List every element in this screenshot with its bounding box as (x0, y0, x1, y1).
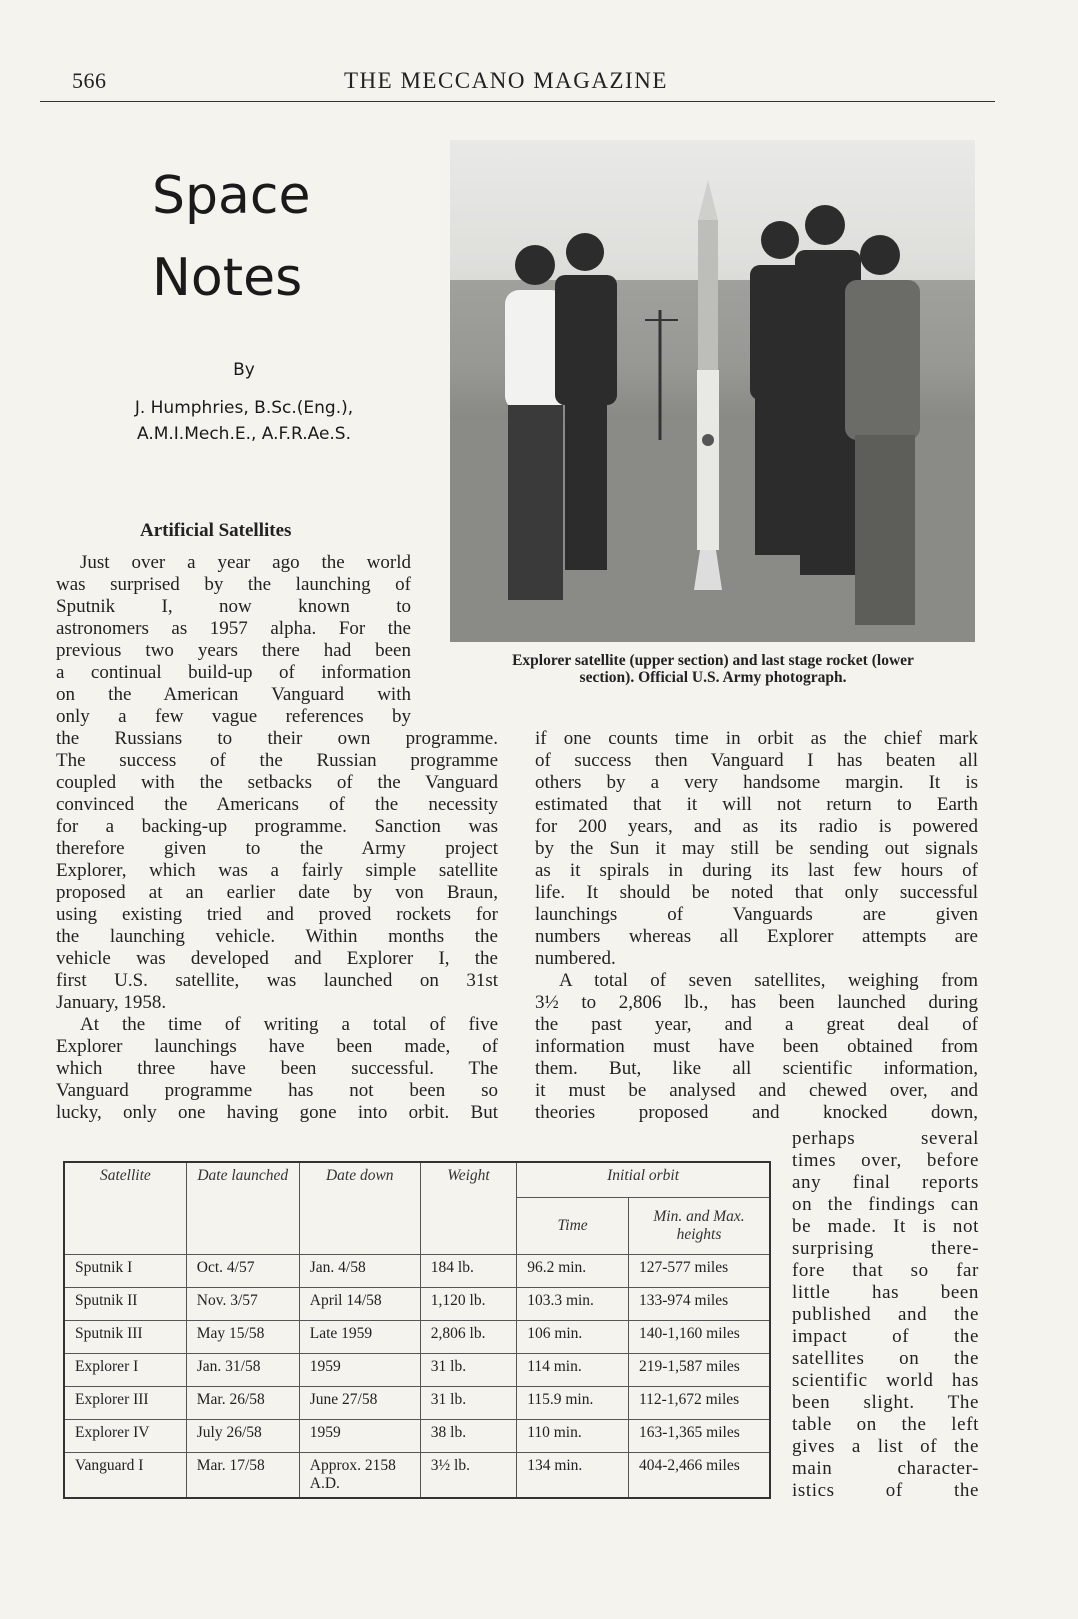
photo-illustration (450, 140, 975, 642)
text-line: impact of the (792, 1326, 979, 1347)
table-cell: Oct. 4/57 (186, 1255, 299, 1288)
table-cell: 219-1,587 miles (629, 1354, 771, 1387)
text-line: perhaps several (792, 1128, 979, 1149)
table-cell: Jan. 31/58 (186, 1354, 299, 1387)
table-cell: 38 lb. (420, 1420, 516, 1453)
text-line: fore that so far (792, 1260, 979, 1281)
text-line: by the Sun it may still be sending out signals (535, 838, 978, 859)
table-cell: 140-1,160 miles (629, 1321, 771, 1354)
text-line: for a backing-up programme. Sanction was (56, 816, 498, 837)
text-line: published and the (792, 1304, 979, 1325)
table-cell: Jan. 4/58 (299, 1255, 420, 1288)
text-line: on the findings can (792, 1194, 979, 1215)
table-cell: June 27/58 (299, 1387, 420, 1420)
table-row (64, 1354, 770, 1387)
text-line: 3½ to 2,806 lb., has been launched during (535, 992, 978, 1013)
text-line: little has been (792, 1282, 979, 1303)
text-line: estimated that it will not return to Earth (535, 794, 978, 815)
text-line: numbers whereas all Explorer attempts are (535, 926, 978, 947)
byline-by: By (233, 360, 255, 380)
text-line: using existing tried and proved rockets for (56, 904, 498, 925)
table-cell: 1959 (299, 1354, 420, 1387)
text-line: coupled with the setbacks of the Vanguard (56, 772, 498, 793)
text-line: Explorer, which was a fairly simple satellite (56, 860, 498, 881)
text-line: first U.S. satellite, was launched on 31st (56, 970, 498, 991)
group-header: Initial orbit (517, 1162, 770, 1198)
header-rule (40, 101, 995, 102)
title-line-1: Space (152, 166, 311, 226)
caption-line-1: Explorer satellite (upper section) and last stage rocket (lower (512, 652, 914, 669)
column-header: Date down (299, 1162, 420, 1255)
text-line: At the time of writing a total of five (80, 1014, 498, 1035)
table-cell: 31 lb. (420, 1387, 516, 1420)
rocket-photo (450, 140, 975, 642)
text-line: Sputnik I, now known to (56, 596, 411, 617)
section-heading: Artificial Satellites (140, 520, 292, 541)
text-line: Explorer launchings have been made, of (56, 1036, 498, 1057)
table-cell: 1959 (299, 1420, 420, 1453)
author-line-1: J. Humphries, B.Sc.(Eng.), (134, 398, 354, 418)
text-line: on the American Vanguard with (56, 684, 411, 705)
text-line: the launching vehicle. Within months the (56, 926, 498, 947)
text-line: it must be analysed and chewed over, and (535, 1080, 978, 1101)
table-row (64, 1288, 770, 1321)
body-column-left-top (56, 552, 411, 728)
title-line-2: Notes (152, 248, 303, 308)
column-header: Min. and Max. heights (629, 1198, 771, 1255)
text-line: information must have been obtained from (535, 1036, 978, 1057)
table-cell: Mar. 17/58 (186, 1453, 299, 1499)
text-line: main character- (792, 1458, 979, 1479)
text-line: if one counts time in orbit as the chief mark (535, 728, 978, 749)
column-header: Weight (420, 1162, 516, 1255)
table-row (64, 1387, 770, 1420)
text-line: proposed at an earlier date by von Braun, (56, 882, 498, 903)
table-cell: 96.2 min. (517, 1255, 629, 1288)
table-cell: 1,120 lb. (420, 1288, 516, 1321)
text-line: scientific world has (792, 1370, 979, 1391)
table-cell: May 15/58 (186, 1321, 299, 1354)
table-cell: 134 min. (517, 1453, 629, 1499)
table-cell: 133-974 miles (629, 1288, 771, 1321)
text-line: astronomers as 1957 alpha. For the (56, 618, 411, 639)
table-cell: 31 lb. (420, 1354, 516, 1387)
table-cell: Explorer III (64, 1387, 186, 1420)
table-cell: Sputnik III (64, 1321, 186, 1354)
text-line: theories proposed and knocked down, (535, 1102, 978, 1123)
table-cell: April 14/58 (299, 1288, 420, 1321)
text-line: as it spirals in during its last few hours of (535, 860, 978, 881)
table-cell: Late 1959 (299, 1321, 420, 1354)
text-line: times over, before (792, 1150, 979, 1171)
article-title (152, 155, 412, 319)
text-line: convinced the Americans of the necessity (56, 794, 498, 815)
table-cell: Vanguard I (64, 1453, 186, 1499)
table-cell: 163-1,365 miles (629, 1420, 771, 1453)
text-line: was surprised by the launching of (56, 574, 411, 595)
text-line: launchings of Vanguards are given (535, 904, 978, 925)
text-line: them. But, like all scientific information, (535, 1058, 978, 1079)
text-line: a continual build-up of information (56, 662, 411, 683)
table-cell: 110 min. (517, 1420, 629, 1453)
table-cell: 3½ lb. (420, 1453, 516, 1499)
text-line: life. It should be noted that only successful (535, 882, 978, 903)
column-header: Satellite (64, 1162, 186, 1255)
table-row (64, 1453, 770, 1499)
author-line-2: A.M.I.Mech.E., A.F.R.Ae.S. (136, 424, 351, 444)
table-cell: 127-577 miles (629, 1255, 771, 1288)
table-row (64, 1420, 770, 1453)
text-line: numbered. (535, 948, 616, 969)
table-cell: 106 min. (517, 1321, 629, 1354)
text-line: Vanguard programme has not been so (56, 1080, 498, 1101)
column-header: Time (517, 1198, 629, 1255)
table-cell: 184 lb. (420, 1255, 516, 1288)
body-column-right (535, 728, 978, 1124)
text-line: surprising there- (792, 1238, 979, 1259)
caption-line-2: section). Official U.S. Army photograph. (579, 669, 847, 686)
text-line: Just over a year ago the world (80, 552, 411, 573)
table-cell: Nov. 3/57 (186, 1288, 299, 1321)
text-line: vehicle was developed and Explorer I, the (56, 948, 498, 969)
table-cell: Sputnik II (64, 1288, 186, 1321)
table-row (64, 1321, 770, 1354)
text-line: the Russians to their own programme. (56, 728, 498, 749)
text-line: for 200 years, and as its radio is powered (535, 816, 978, 837)
text-line: A total of seven satellites, weighing from (559, 970, 978, 991)
body-column-right-narrow (792, 1128, 979, 1502)
text-line: previous two years there had been (56, 640, 411, 661)
body-column-left (56, 728, 498, 1124)
text-line: istics of the (792, 1480, 979, 1501)
text-line: the past year, and a great deal of (535, 1014, 978, 1035)
text-line: therefore given to the Army project (56, 838, 498, 859)
table-cell: 114 min. (517, 1354, 629, 1387)
text-line: table on the left (792, 1414, 979, 1435)
table-cell: Explorer IV (64, 1420, 186, 1453)
table-cell: 404-2,466 miles (629, 1453, 771, 1499)
text-line: which three have been successful. The (56, 1058, 498, 1079)
text-line: satellites on the (792, 1348, 979, 1369)
table-body (64, 1255, 770, 1499)
table-cell: July 26/58 (186, 1420, 299, 1453)
text-line: any final reports (792, 1172, 979, 1193)
page-number: 566 (72, 68, 107, 93)
text-line: be made. It is not (792, 1216, 979, 1237)
byline (94, 357, 394, 447)
table-cell: Explorer I (64, 1354, 186, 1387)
table-cell: Mar. 26/58 (186, 1387, 299, 1420)
text-line: The success of the Russian programme (56, 750, 498, 771)
text-line: January, 1958. (56, 992, 167, 1013)
table-cell: 115.9 min. (517, 1387, 629, 1420)
text-line: only a few vague references by (56, 706, 411, 727)
photo-caption (448, 652, 978, 686)
table-cell: Approx. 2158 A.D. (299, 1453, 420, 1499)
column-header: Date launched (186, 1162, 299, 1255)
table-cell: Sputnik I (64, 1255, 186, 1288)
table-cell: 2,806 lb. (420, 1321, 516, 1354)
table-row (64, 1255, 770, 1288)
text-line: gives a list of the (792, 1436, 979, 1457)
satellite-table (63, 1161, 771, 1499)
text-line: of success then Vanguard I has beaten all (535, 750, 978, 771)
running-head: THE MECCANO MAGAZINE (344, 68, 668, 93)
table-cell: 112-1,672 miles (629, 1387, 771, 1420)
text-line: lucky, only one having gone into orbit. But (56, 1102, 498, 1123)
text-line: others by a very handsome margin. It is (535, 772, 978, 793)
text-line: been slight. The (792, 1392, 979, 1413)
table-cell: 103.3 min. (517, 1288, 629, 1321)
